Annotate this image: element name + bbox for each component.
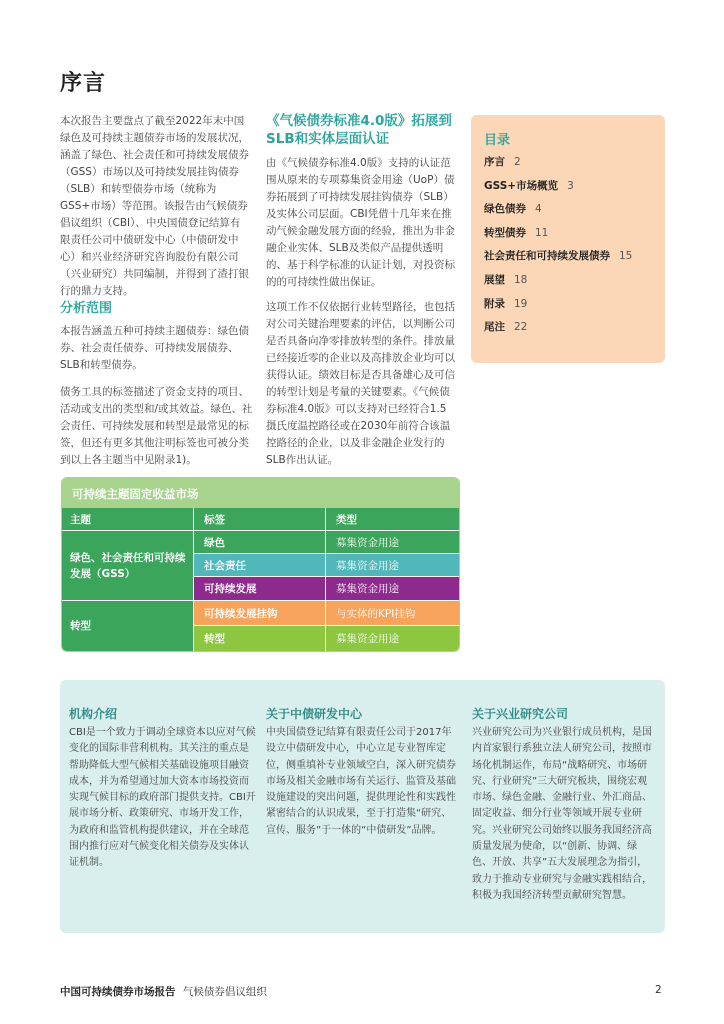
market-table <box>61 477 460 652</box>
standard-title: 《气候债券标准4.0版》拓展到SLB和实体层面认证 <box>266 113 452 147</box>
group-transition: 转型 <box>62 601 193 651</box>
about-cbi-text: CBI是一个致力于调动全球资本以应对气候变化的国际非营利机构。其关注的重点是帮助降低大型气候相关基础设施项目融资成本，并为希望通过加大资本市场投资而实现气候目标的政府部门提供支持。CBI开展市场分析、政策研究、市场开发工作，为政府和监管机构提供建议，并在全球范围内推行应对气候变化相关债券及实体认证机制。 <box>69 727 256 869</box>
table-row-label: 转型 <box>194 626 325 651</box>
toc-item[interactable]: 序言 2 <box>484 156 521 168</box>
footer-org: 气候债券倡议组织 <box>182 986 267 998</box>
column-header: 主题 <box>62 508 193 530</box>
about-cib-title: 关于兴业研究公司 <box>472 707 569 721</box>
about-cbi-title: 机构介绍 <box>69 707 118 721</box>
column-header: 类型 <box>326 508 459 530</box>
toc-title: 目录 <box>484 133 511 148</box>
toc-item[interactable]: GSS+市场概览 3 <box>484 179 574 192</box>
intro-paragraph: 本次报告主要盘点了截至2022年末中国绿色及可持续主题债券市场的发展状况，涵盖了绿色、社会责任和可持续发展债券（GSS）市场以及可持续发展挂钩债券（SLB）和转型债券市场（统称为GSS+市场）等范围。该报告由气候债券倡议组织（CBI）、中央国债登记结算有限责任公司中债研发中心（中债研发中心）和兴业经济研究咨询股份有限公司（兴业研究）共同编制，并得到了渣打银行的鼎力支持。 <box>60 115 249 297</box>
scope-paragraph-2: 债务工具的标签描述了资金支持的项目、活动或支出的类型和/或其效益。绿色、社会责任、可持续发展和转型是最常见的标签，但还有更多其他注明标签也可被分类到以上各主题当中见附录1)。 <box>60 386 253 466</box>
scope-title: 分析范围 <box>60 301 113 316</box>
table-row-label: 可持续发展挂钩 <box>194 601 325 625</box>
table-row-type: 募集资金用途 <box>326 554 459 576</box>
toc-item[interactable]: 绿色债券 4 <box>484 203 542 216</box>
toc-item[interactable]: 展望 18 <box>484 273 528 286</box>
group-gss: 绿色、社会责任和可持续发展（GSS） <box>62 531 193 600</box>
page-number: 2 <box>655 984 662 996</box>
about-organizations-box <box>60 680 665 933</box>
scope-section <box>60 300 258 469</box>
table-row-type: 募集资金用途 <box>326 626 459 651</box>
column-header: 标签 <box>194 508 325 530</box>
toc-item[interactable]: 转型债券 11 <box>484 226 549 239</box>
market-table-title: 可持续主题固定收益市场 <box>72 487 199 501</box>
footer <box>60 984 267 999</box>
standard-section <box>266 112 456 469</box>
table-row-type: 募集资金用途 <box>326 577 459 600</box>
footer-report-title: 中国可持续债券市场报告 <box>60 986 176 998</box>
toc-item[interactable]: 附录 19 <box>484 297 528 310</box>
table-row-type: 与实体的KPI挂钩 <box>326 601 459 625</box>
table-row-label: 社会责任 <box>194 554 325 576</box>
toc-item[interactable]: 尾注 22 <box>484 321 528 334</box>
market-table-header <box>62 478 459 508</box>
about-chinabond-text: 中央国债登记结算有限责任公司于2017年设立中债研发中心，中心立足专业智库定位，侧重填补专业领域空白，深入研究债券市场及相关金融市场有关运行、监管及基础设施建设的突出问题，提供理论性和实践性紧密结合的认识成果，至于打造集“研究、宣传、服务”于一体的“中债研发”品牌。 <box>266 727 456 836</box>
scope-paragraph-1: 本报告涵盖五种可持续主题债券：绿色债券、社会责任债券、可持续发展债券、SLB和转型债券。 <box>60 325 249 371</box>
about-chinabond-title: 关于中债研发中心 <box>266 707 363 721</box>
standard-paragraph-2: 这项工作不仅依据行业转型路径，也包括对公司关键治理要素的评估，以判断公司是否具备向净零排放转型的条件。排放量已经接近零的企业以及高排放企业均可以获得认证。绩效目标是否具备雄心及可信的转型计划是考量的关键要素。《气候债券标准4.0版》可以支持对已经符合1.5摄氏度温控路径或在2030年前符合该温控路径的企业，以及非金融企业发行的SLB作出认证。 <box>266 301 455 466</box>
table-row-type: 募集资金用途 <box>326 531 459 553</box>
table-row-label: 绿色 <box>194 531 325 553</box>
page-title: 序言 <box>60 71 107 96</box>
about-cib-text: 兴业研究公司为兴业银行成员机构，是国内首家银行系独立法人研究公司，按照市场化机制运作，布局“战略研究、市场研究、行业研究”三大研究板块，围绕宏观市场、绿色金融、金融行业、外汇商品、固定收益、细分行业等领域开展专业研究。兴业研究公司始终以服务我国经济高质量发展为使命，以“创新、协调、绿色、开放、共享”五大发展理念为指引，致力于推动专业研究与金融实践相结合，积极为我国经济转型贡献研究智慧。 <box>472 727 652 901</box>
standard-paragraph-1: 由《气候债券标准4.0版》支持的认证范围从原来的专项募集资金用途（UoP）债券拓展到了可持续发展挂钩债券（SLB）及实体公司层面。CBI凭借十几年来在推动气候金融发展方面的经验，推出为非金融企业实体、SLB及类似产品提供透明的、基于科学标准的认证计划，对投资标的的可持续性做出保证。 <box>266 157 455 288</box>
toc-item[interactable]: 社会责任和可持续发展债券 15 <box>484 250 633 263</box>
table-of-contents <box>471 115 665 363</box>
table-row-label: 可持续发展 <box>194 577 325 600</box>
